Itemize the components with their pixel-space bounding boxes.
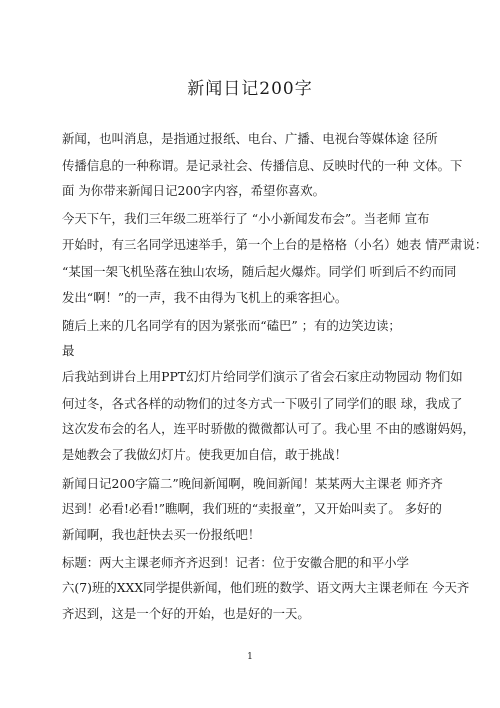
text-line: 面 为你带来新闻日记200字内容，希望你喜欢。	[62, 183, 326, 198]
page-number: 1	[247, 652, 253, 662]
text-line: 这次发布会的名人，连平时骄傲的微微都认可了。我心里 不由的感谢妈妈，	[62, 421, 475, 436]
text-line: 发出“啊！”的一声，我不由得为飞机上的乘客担心。	[62, 290, 348, 305]
text-line: 何过冬，各式各样的动物们的过冬方式一下吸引了同学们的眼 球，我成了	[62, 396, 463, 411]
text-line: 齐迟到，这是一个好的开始，也是好的一天。	[62, 606, 310, 621]
text-line: 六(7)班的XXX同学提供新闻，他们班的数学、语文两大主课老师在 今天齐	[62, 580, 470, 595]
text-line: 开始时，有三名同学迅速举手，第一个上台的是格格（小名）她表 情严肃说：	[62, 237, 488, 252]
text-line: 新闻啊，我也赶快去买一份报纸吧！	[62, 527, 261, 542]
text-line: 最	[62, 343, 75, 358]
text-line: 是她教会了我做幻灯片。使我更加自信，敢于挑战！	[62, 447, 347, 462]
text-line: 随后上来的几名同学有的因为紧张而“磕巴” ；有的边笑边读；	[62, 318, 401, 333]
text-line: 标题：两大主课老师齐齐迟到！记者：位于安徽合肥的和平小学	[62, 555, 409, 570]
text-line: 后我站到讲台上用PPT幻灯片给同学们演示了省会石家庄动物园动 物们如	[62, 369, 463, 384]
text-line: 新闻日记200字篇二”晚间新闻啊，晚间新闻！某某两大主课老 师齐齐	[62, 476, 443, 491]
text-line: 新闻，也叫消息，是指通过报纸、电台、广播、电视台等媒体途 径所	[62, 131, 438, 146]
text-line: 迟到！必看!必看!”瞧啊，我们班的“卖报童”，又开始叫卖了。 多好的	[62, 501, 442, 516]
text-line: “某国一架飞机坠落在独山农场，随后起火爆炸。同学们 听到后不约而同	[62, 264, 457, 279]
document-title: 新闻日记200字	[187, 79, 313, 99]
text-line: 今天下午，我们三年级二班举行了 “小小新闻发布会”。当老师 宣布	[62, 211, 430, 226]
text-line: 传播信息的一种称谓。是记录社会、传播信息、反映时代的一种 文体。下	[62, 158, 463, 173]
